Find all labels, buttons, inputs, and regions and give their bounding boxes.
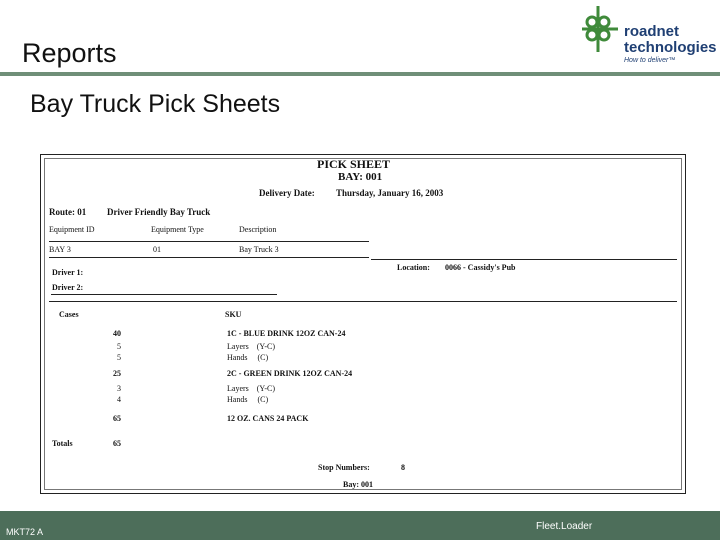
totals-value: 65 <box>113 439 121 448</box>
footer-code: MKT72 A <box>6 527 44 537</box>
detail-rule <box>49 301 677 302</box>
cases-header: Cases <box>59 310 79 319</box>
stop-numbers-value: 8 <box>401 463 405 472</box>
footer-product: Fleet.Loader <box>536 521 593 532</box>
line-qty: 40 <box>113 329 121 338</box>
logo-line1: roadnet <box>624 23 680 40</box>
equipment-row-rule <box>49 257 369 258</box>
roadnet-logo <box>578 2 718 70</box>
logo-line2: technologies <box>624 39 717 56</box>
sheet-title: PICK SHEET <box>317 157 391 171</box>
col-equipment-type: Equipment Type <box>151 225 204 234</box>
line-qty: 5 <box>117 342 121 351</box>
line-sku: Hands (C) <box>227 353 269 362</box>
equipment-description: Bay Truck 3 <box>239 245 279 254</box>
line-sku: 12 OZ. CANS 24 PACK <box>227 414 309 423</box>
driver-rule <box>51 294 277 295</box>
line-sku: Hands (C) <box>227 395 269 404</box>
line-sku: Layers (Y-C) <box>227 342 275 351</box>
bay-footer: Bay: 001 <box>343 480 373 489</box>
equipment-id: BAY 3 <box>49 245 71 254</box>
driver2-label: Driver 2: <box>52 283 84 292</box>
stop-numbers-label: Stop Numbers: <box>318 463 370 472</box>
page-subtitle: Bay Truck Pick Sheets <box>30 90 281 118</box>
equipment-type: 01 <box>153 245 161 254</box>
line-qty: 3 <box>117 384 121 393</box>
logo-tagline: How to deliver™ <box>624 57 676 64</box>
sku-header: SKU <box>225 310 242 319</box>
delivery-date-label: Delivery Date: <box>259 188 315 198</box>
route-description: Driver Friendly Bay Truck <box>107 207 211 217</box>
delivery-date: Thursday, January 16, 2003 <box>336 188 444 198</box>
line-sku: 1C - BLUE DRINK 12OZ CAN-24 <box>227 329 346 338</box>
line-qty: 4 <box>117 395 121 404</box>
totals-label: Totals <box>52 439 73 448</box>
location-value: 0066 - Cassidy's Pub <box>445 263 516 272</box>
equipment-header-rule <box>49 241 369 242</box>
sheet-bay: BAY: 001 <box>338 171 383 183</box>
col-equipment-id: Equipment ID <box>49 225 95 234</box>
footer-bar <box>0 511 720 540</box>
line-sku: Layers (Y-C) <box>227 384 275 393</box>
driver1-label: Driver 1: <box>52 268 84 277</box>
page-title: Reports <box>22 38 117 68</box>
col-description: Description <box>239 225 277 234</box>
line-qty: 5 <box>117 353 121 362</box>
header-divider <box>0 72 720 76</box>
line-qty: 65 <box>113 414 121 423</box>
location-rule <box>371 259 677 260</box>
roadnet-logo-mark-icon <box>578 2 622 54</box>
pick-sheet-image <box>40 154 686 494</box>
line-qty: 25 <box>113 369 121 378</box>
line-sku: 2C - GREEN DRINK 12OZ CAN-24 <box>227 369 353 378</box>
route-label: Route: 01 <box>49 207 87 217</box>
location-label: Location: <box>397 263 430 272</box>
